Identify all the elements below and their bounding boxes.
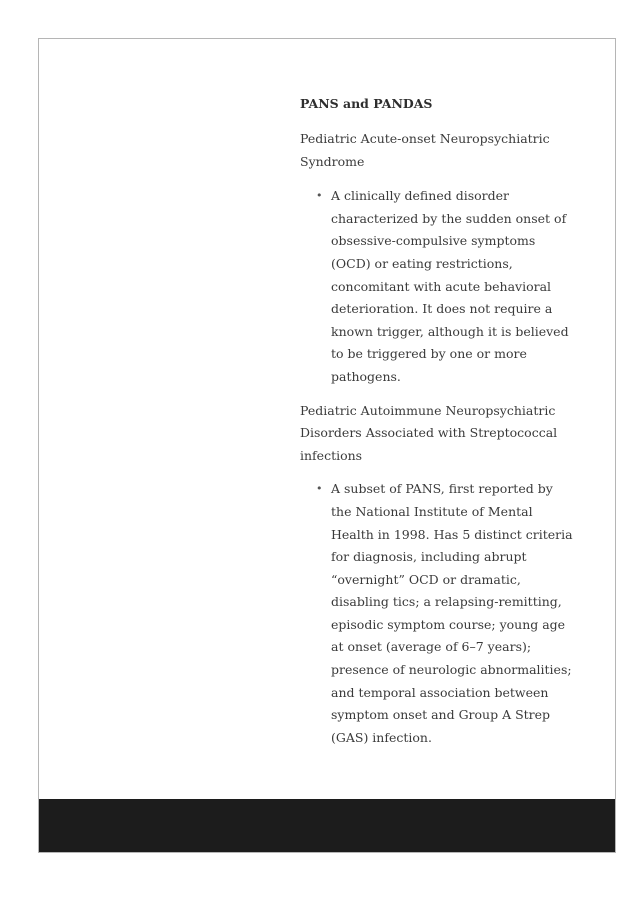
section-1-bullet-item: [300, 185, 575, 388]
page-content: [300, 93, 575, 749]
section-1-bullet-list: [300, 185, 575, 388]
bullet-dot-icon: •: [316, 482, 323, 496]
bullet-dot-icon: •: [316, 189, 323, 203]
section-1-bullet-text: A clinically defined disorder characterized by the sudden onset of obsessive-compulsive symptoms (OCD) or eating restrictions, concomitant with acute behavioral deterioration. It does not require a known trigger, although it is believed to be triggered by one or more pathogens.: [331, 188, 569, 384]
document-page: [38, 38, 616, 853]
page-heading: PANS and PANDAS: [300, 96, 433, 111]
section-1-subhead: Pediatric Acute-onset Neuropsychiatric Syndrome: [300, 131, 550, 169]
section-2-bullet-item: [300, 478, 575, 749]
section-2-bullet-list: [300, 478, 575, 749]
section-2-bullet-text: A subset of PANS, first reported by the National Institute of Mental Health in 1998. Has 5 distinct criteria for diagnosis, including abrupt “overnight” OCD or dramatic, disabling tics; a relapsing-remitting, episodic symptom course; young age at onset (average of 6–7 years); presence of neurologic abnormalities; and temporal association between symptom onset and Group A Strep (GAS) infection.: [331, 481, 573, 745]
section-2-subhead: Pediatric Autoimmune Neuropsychiatric Disorders Associated with Streptococcal infections: [300, 402, 558, 463]
footer-bar: [39, 799, 615, 852]
